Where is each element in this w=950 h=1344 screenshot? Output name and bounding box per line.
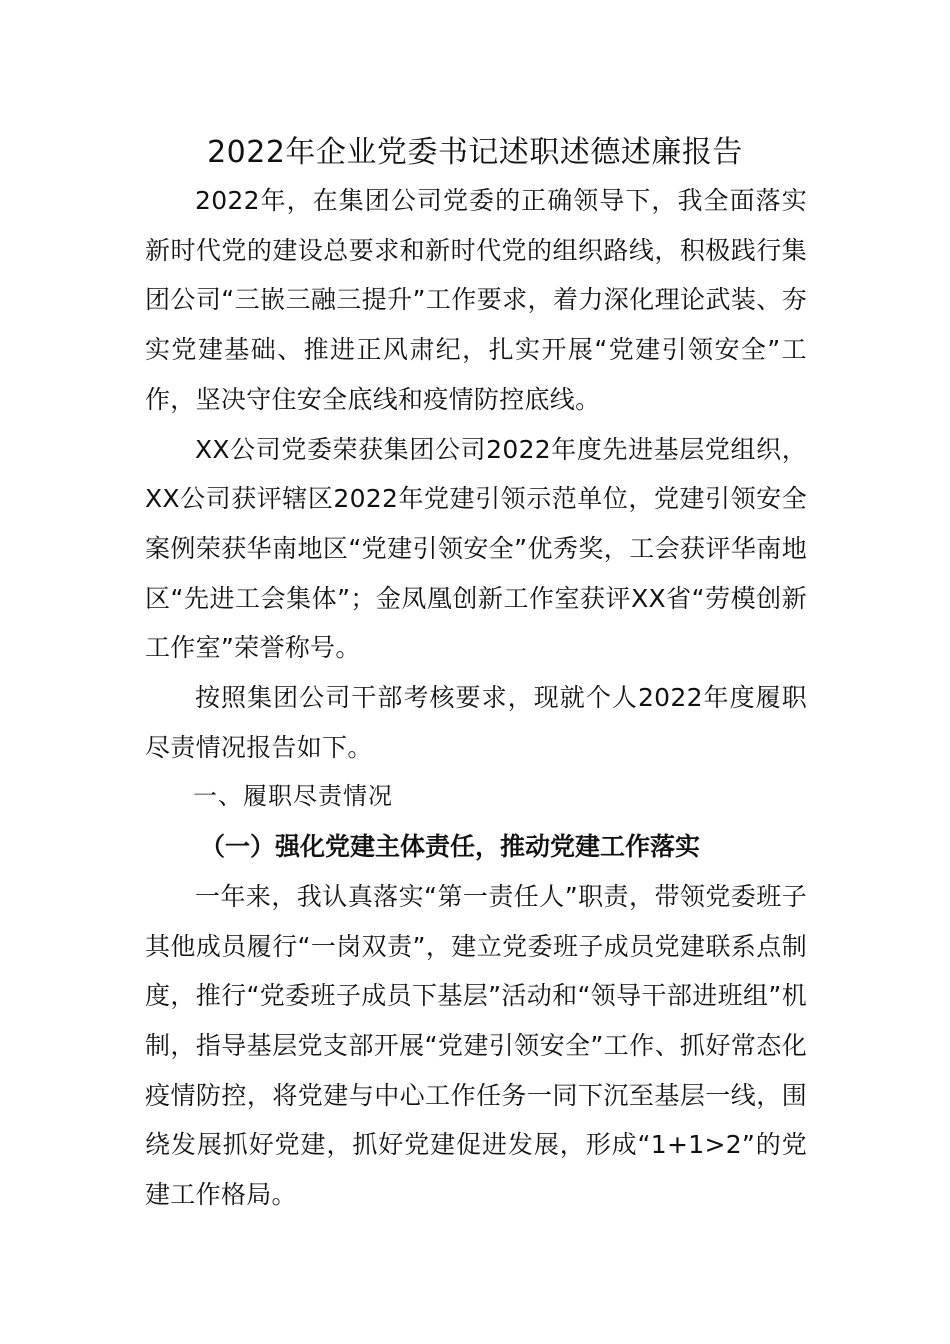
honors-paragraph: XX公司党委荣获集团公司2022年度先进基层党组织，XX公司获评辖区2022年党建引领示范单位，党建引领安全案例荣获华南地区“党建引领安全”优秀奖，工会获评华南地区“先进工会集体”；金凤凰创新工作室获评XX省“劳模创新工作室”荣誉称号。 (145, 434, 807, 663)
intro-paragraph: 2022年，在集团公司党委的正确领导下，我全面落实新时代党的建设总要求和新时代党的组织路线，积极践行集团公司“三嵌三融三提升”工作要求，着力深化理论武装、夯实党建基础、推进正风肃纪，扎实开展“党建引领安全”工作，坚决守住安全底线和疫情防控底线。 (145, 186, 807, 414)
sub-heading: （一）强化党建主体责任，推动党建工作落实 (200, 832, 701, 862)
section-heading: 一、履职尽责情况 (193, 782, 393, 811)
party-building-paragraph: 一年来，我认真落实“第一责任人”职责，带领党委班子其他成员履行“一岗双责”，建立党委班子成员党建联系点制度，推行“党委班子成员下基层”活动和“领导干部进班组”机制，指导基层党支部开展“党建引领安全”工作、抓好常态化疫情防控，将党建与中心工作任务一同下沉至基层一线，围绕发展抓好党建，抓好党建促进发展，形成“1+1>2”的党建工作格局。 (145, 881, 807, 1210)
document-title: 2022年企业党委书记述职述德述廉报告 (207, 135, 743, 170)
document-body (145, 176, 807, 1220)
report-intro-paragraph: 按照集团公司干部考核要求，现就个人2022年度履职尽责情况报告如下。 (145, 683, 807, 762)
